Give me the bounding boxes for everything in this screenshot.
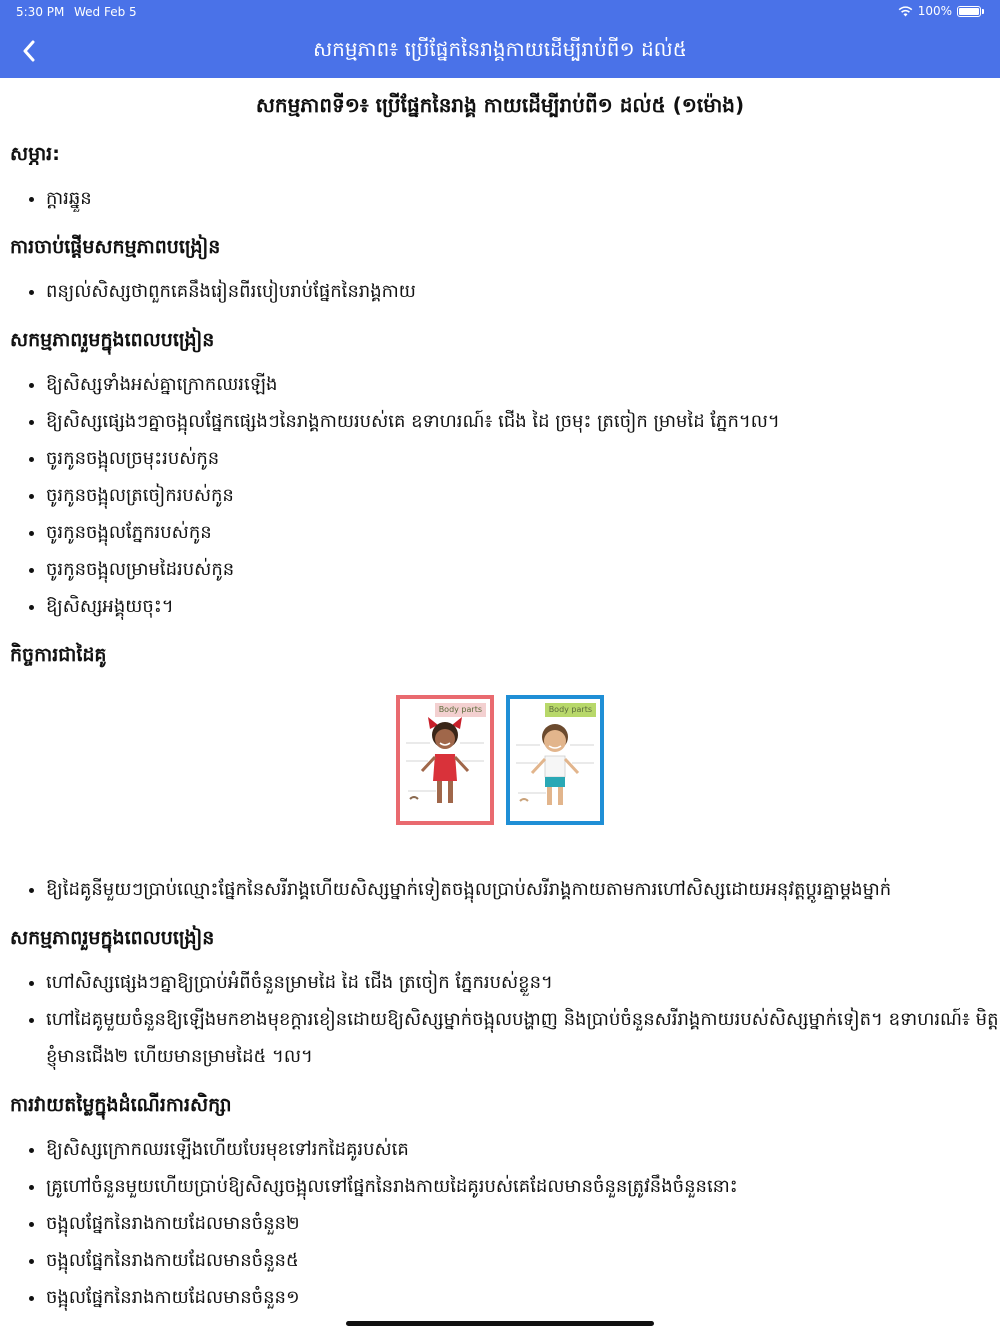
- card-tag: Body parts: [545, 703, 596, 717]
- list-item: • គ្រូហៅចំនួនមួយហើយប្រាប់ឱ្យសិស្សចង្អុលទៅផ្នែកនៃរាងកាយដៃគូរបស់គេដែលមានចំនួនត្រូវនឹងចំនួននោះ: [46, 1168, 1000, 1205]
- wifi-icon: [898, 6, 913, 17]
- girl-body-parts-card: [396, 695, 494, 825]
- status-bar: [0, 0, 1000, 24]
- list-item: • ចូរកូនចង្អុលច្រមុះរបស់កូន: [46, 440, 1000, 477]
- nav-title: សកម្មភាព៖ ប្រើផ្នែកនៃរាង្គកាយដើម្បីរាប់ពី១ ដល់៥: [313, 37, 687, 61]
- battery-tip: [982, 9, 984, 14]
- list-item: • ចង្អុលផ្នែកនៃរាងកាយដែលមានចំនួន៥: [46, 1242, 1000, 1279]
- list-item: • ចង្អុលផ្នែកនៃរាងកាយដែលមានចំនួន១: [46, 1279, 1000, 1316]
- card-tag: Body parts: [435, 703, 486, 717]
- girl-illustration-icon: [400, 699, 490, 821]
- group-activity-heading: សកម្មភាពរួមក្នុងពេលបង្រៀន: [10, 329, 215, 351]
- list-item: • ហៅសិស្សផ្សេងៗគ្នាឱ្យប្រាប់អំពីចំនួនម្រាមដៃ ដៃ ជើង ត្រចៀក ភ្នែករបស់ខ្លួន។: [46, 964, 1000, 1001]
- body-parts-figure: [0, 695, 1000, 825]
- lesson-content[interactable]: [0, 78, 1000, 1334]
- list-item: • ហៅដៃគូមួយចំនួនឱ្យឡើងមកខាងមុខក្តារខៀនដោយឱ្យសិស្សម្នាក់ចង្អុលបង្ហាញ និងប្រាប់ចំនួនសរីរាង្គកាយរបស់សិស្សម្នាក់ទៀត។ ឧទាហរណ៍៖ មិត្តខ្ញុំមានជើង២ ហើយមានម្រាមដៃ៥ ។ល។: [46, 1001, 1000, 1075]
- battery-percent: 100%: [917, 4, 952, 18]
- battery-icon: [957, 6, 981, 17]
- list-item: • ក្តារឆ្នួន: [46, 180, 1000, 217]
- list-item: • ឱ្យសិស្សទាំងអស់គ្នាក្រោកឈរឡើង: [46, 366, 1000, 403]
- materials-list: [0, 180, 1000, 217]
- list-item: • ចង្អុលផ្នែកនៃរាងកាយដែលមានចំនួន២: [46, 1205, 1000, 1242]
- back-button[interactable]: [10, 32, 48, 70]
- list-item: • ចូរកូនចង្អុលភ្នែករបស់កូន: [46, 514, 1000, 551]
- pair-work-list: [0, 871, 1000, 908]
- status-right: [898, 4, 984, 18]
- assessment-heading: ការវាយតម្លៃក្នុងដំណើរការសិក្សា: [10, 1094, 232, 1116]
- group-activity-2-heading: សកម្មភាពរួមក្នុងពេលបង្រៀន: [10, 927, 215, 949]
- materials-heading: សម្ភារ:: [10, 143, 60, 165]
- list-item: • ចូរកូនចង្អុលត្រចៀករបស់កូន: [46, 477, 1000, 514]
- list-item: • ឱ្យសិស្សអង្គុយចុះ។: [46, 588, 1000, 625]
- list-item: • ពន្យល់សិស្សថាពួកគេនឹងរៀនពីរបៀបរាប់ផ្នែកនៃរាង្គកាយ: [46, 273, 1000, 310]
- list-item: • ឱ្យដៃគូនីមួយៗប្រាប់ឈ្មោះផ្នែកនៃសរីរាង្គហើយសិស្សម្នាក់ទៀតចង្អុលប្រាប់សរីរាង្គកាយតាមការហៅសិស្សដោយអនុវត្តប្តូរគ្នាម្តងម្នាក់: [46, 871, 1000, 908]
- list-item: • ឱ្យសិស្សផ្សេងៗគ្នាចង្អុលផ្នែកផ្សេងៗនៃរាង្គកាយរបស់គេ ឧទាហរណ៍៖ ជើង ដៃ ច្រមុះ ត្រចៀក ម្រាមដៃ ភ្នែក។ល។: [46, 403, 1000, 440]
- status-date: Wed Feb 5: [74, 5, 137, 19]
- group-activity-list: [0, 366, 1000, 625]
- nav-bar: [0, 24, 1000, 78]
- home-indicator[interactable]: [346, 1321, 654, 1326]
- intro-list: [0, 273, 1000, 310]
- status-time: 5:30 PM: [16, 5, 65, 19]
- list-item: • ឱ្យសិស្សក្រោកឈរឡើងហើយបែរមុខទៅរកដៃគូរបស់គេ: [46, 1131, 1000, 1168]
- list-item: • ចូរកូនចង្អុលម្រាមដៃរបស់កូន: [46, 551, 1000, 588]
- group-activity-2-list: [0, 964, 1000, 1075]
- chevron-left-icon: [22, 40, 36, 62]
- boy-illustration-icon: [510, 699, 600, 821]
- lesson-title: សកម្មភាពទី១៖ ប្រើផ្នែកនៃរាង្គ កាយដើម្បីរាប់ពី១ ដល់៥ (១ម៉ោង): [255, 93, 745, 117]
- assessment-list: [0, 1131, 1000, 1316]
- pair-work-heading: កិច្ចការជាដៃគូ: [10, 644, 107, 666]
- boy-body-parts-card: [506, 695, 604, 825]
- intro-heading: ការចាប់ផ្តើមសកម្មភាពបង្រៀន: [10, 236, 221, 258]
